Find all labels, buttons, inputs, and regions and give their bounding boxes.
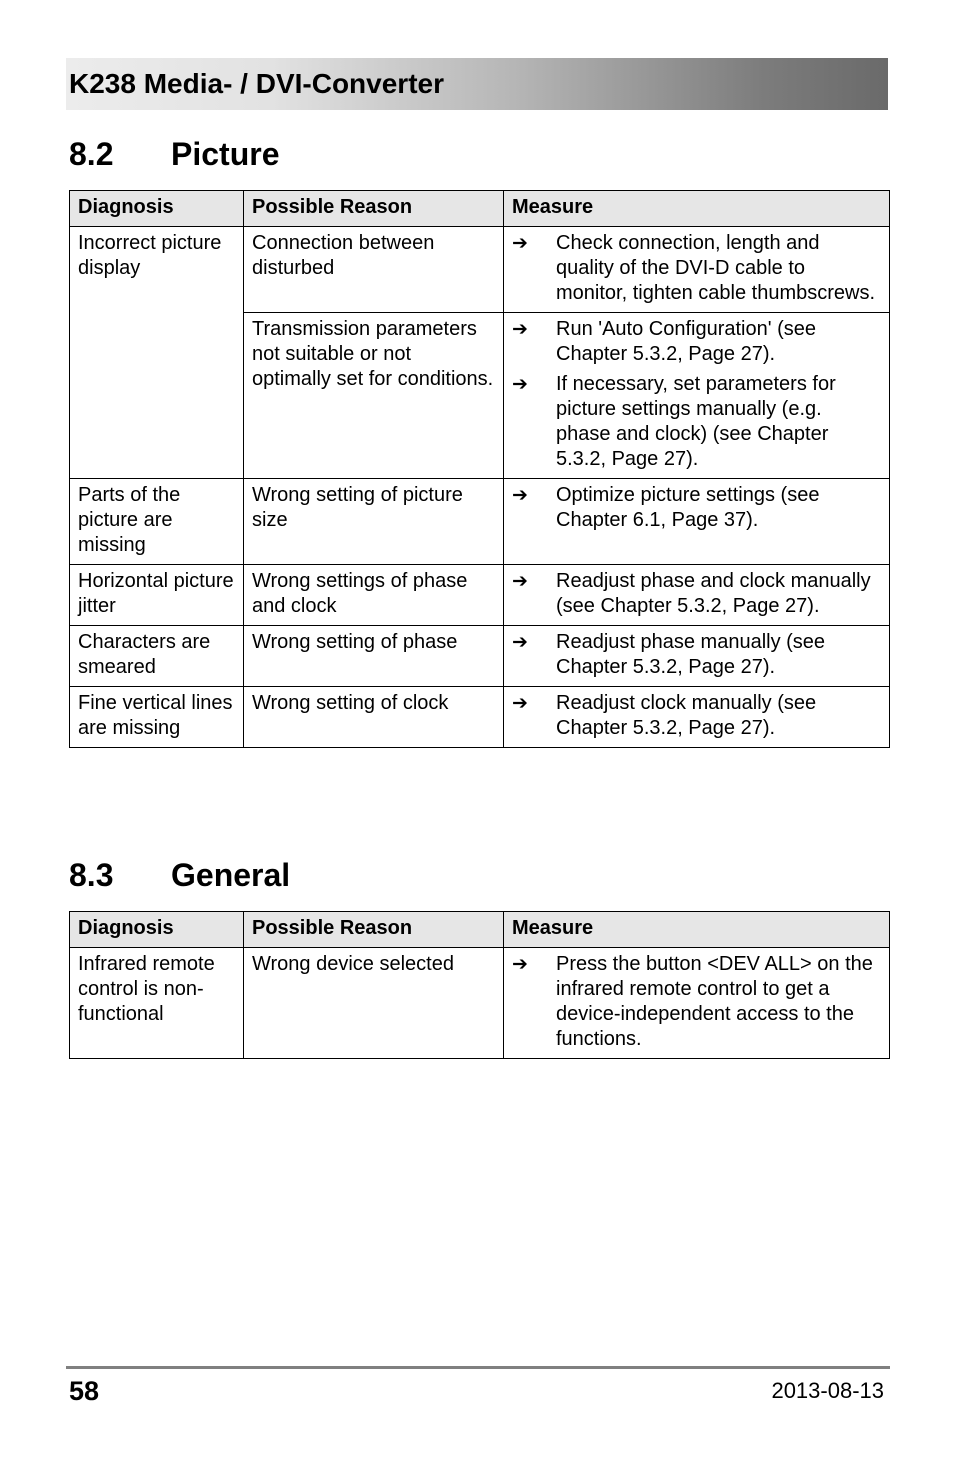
diagnosis-cell: Fine vertical lines are missing bbox=[70, 687, 244, 748]
column-header-diagnosis: Diagnosis bbox=[70, 912, 244, 948]
table-row bbox=[70, 479, 890, 565]
diagnosis-cell: Incorrect picture display bbox=[70, 227, 244, 479]
table-row bbox=[70, 626, 890, 687]
measure-text: Run 'Auto Configuration' (see Chapter 5.3.2, Page 27). bbox=[556, 318, 817, 365]
measure-item bbox=[512, 317, 881, 367]
measure-item bbox=[512, 372, 881, 472]
measure-text: Readjust clock manually (see Chapter 5.3.2, Page 27). bbox=[556, 692, 817, 739]
section-title: General bbox=[171, 857, 291, 893]
measure-item bbox=[512, 483, 881, 533]
measure-text: Readjust phase manually (see Chapter 5.3.2, Page 27). bbox=[556, 631, 826, 678]
measure-cell bbox=[504, 227, 890, 313]
section-heading-picture bbox=[69, 136, 279, 173]
diagnosis-cell: Characters are smeared bbox=[70, 626, 244, 687]
arrow-right-icon: ➔ bbox=[512, 373, 528, 395]
document-title: K238 Media- / DVI-Converter bbox=[69, 68, 444, 99]
possible-reason-cell: Transmission parameters not suitable or not optimally set for conditions. bbox=[244, 313, 504, 479]
page-number: 58 bbox=[69, 1376, 100, 1406]
section-title: Picture bbox=[171, 136, 280, 172]
section-number: 8.3 bbox=[69, 857, 114, 893]
measure-item bbox=[512, 569, 881, 619]
section-number: 8.2 bbox=[69, 136, 114, 172]
measure-text: If necessary, set parameters for picture settings manually (e.g. phase and clock) (see Chapter 5.3.2, Page 27). bbox=[556, 373, 836, 470]
table-row bbox=[70, 227, 890, 313]
general-troubleshooting-table bbox=[69, 911, 890, 1059]
column-header-measure: Measure bbox=[504, 191, 890, 227]
measure-item bbox=[512, 231, 881, 306]
possible-reason-cell: Wrong setting of picture size bbox=[244, 479, 504, 565]
possible-reason-cell: Wrong setting of phase bbox=[244, 626, 504, 687]
header-bar bbox=[66, 58, 888, 110]
arrow-right-icon: ➔ bbox=[512, 570, 528, 592]
measure-cell bbox=[504, 626, 890, 687]
arrow-right-icon: ➔ bbox=[512, 953, 528, 975]
measure-item bbox=[512, 691, 881, 741]
table-header-row bbox=[70, 912, 890, 948]
arrow-right-icon: ➔ bbox=[512, 232, 528, 254]
arrow-right-icon: ➔ bbox=[512, 318, 528, 340]
measure-cell bbox=[504, 948, 890, 1059]
diagnosis-cell: Parts of the picture are missing bbox=[70, 479, 244, 565]
arrow-right-icon: ➔ bbox=[512, 692, 528, 714]
column-header-possible-reason: Possible Reason bbox=[244, 191, 504, 227]
measure-cell bbox=[504, 565, 890, 626]
table-row bbox=[70, 687, 890, 748]
measure-text: Press the button <DEV ALL> on the infrared remote control to get a device-independent access to the functions. bbox=[556, 953, 873, 1050]
possible-reason-cell: Wrong device selected bbox=[244, 948, 504, 1059]
table-row bbox=[70, 948, 890, 1059]
column-header-measure: Measure bbox=[504, 912, 890, 948]
column-header-diagnosis: Diagnosis bbox=[70, 191, 244, 227]
measure-text: Optimize picture settings (see Chapter 6.1, Page 37). bbox=[556, 484, 820, 531]
measure-item bbox=[512, 630, 881, 680]
column-header-possible-reason: Possible Reason bbox=[244, 912, 504, 948]
possible-reason-cell: Wrong setting of clock bbox=[244, 687, 504, 748]
table-row bbox=[70, 565, 890, 626]
diagnosis-cell: Infrared remote control is non-functional bbox=[70, 948, 244, 1059]
possible-reason-cell: Connection between disturbed bbox=[244, 227, 504, 313]
page-date: 2013-08-13 bbox=[771, 1378, 884, 1403]
arrow-right-icon: ➔ bbox=[512, 484, 528, 506]
measure-item bbox=[512, 952, 881, 1052]
measure-cell bbox=[504, 313, 890, 479]
measure-text: Readjust phase and clock manually (see Chapter 5.3.2, Page 27). bbox=[556, 570, 871, 617]
picture-troubleshooting-table bbox=[69, 190, 890, 748]
footer-rule bbox=[66, 1366, 890, 1369]
section-heading-general bbox=[69, 857, 290, 894]
possible-reason-cell: Wrong settings of phase and clock bbox=[244, 565, 504, 626]
table-header-row bbox=[70, 191, 890, 227]
arrow-right-icon: ➔ bbox=[512, 631, 528, 653]
diagnosis-cell: Horizontal picture jitter bbox=[70, 565, 244, 626]
measure-text: Check connection, length and quality of the DVI-D cable to monitor, tighten cable thumbscrews. bbox=[556, 232, 876, 304]
measure-cell bbox=[504, 479, 890, 565]
measure-cell bbox=[504, 687, 890, 748]
